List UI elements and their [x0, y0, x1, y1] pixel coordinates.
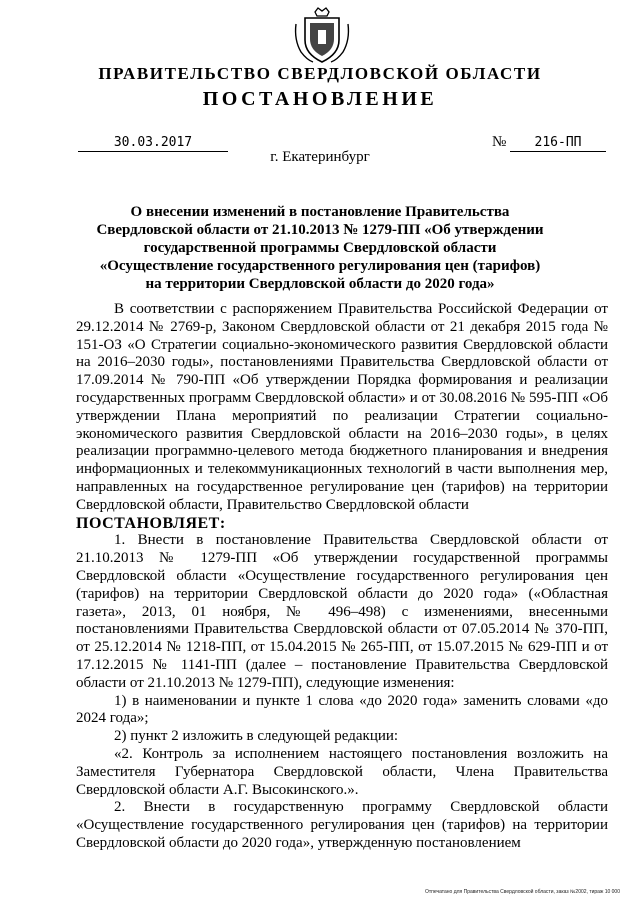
document-title: О внесении изменений в постановление Правительства Свердловской области от 21.10.2013 № 1279-ПП «Об утверждении государственной программы Свердловской области «Осуществление государственного регулирования цен (тарифов) на территории Свердловской области до 2020 года»: [96, 204, 544, 292]
item-1-2-text-paragraph: «2. Контроль за исполнением настоящего постановления возложить на Заместителя Губернатора Свердловской области, Члена Правительства Свердловской области А.Г. Высокинского.».: [76, 745, 608, 798]
document-body: [76, 301, 608, 853]
government-name: ПРАВИТЕЛЬСТВО СВЕРДЛОВСКОЙ ОБЛАСТИ: [98, 64, 542, 83]
document-type: ПОСТАНОВЛЕНИЕ: [202, 88, 438, 110]
number-sign: №: [492, 134, 507, 150]
decree-number: 216-ПП: [510, 135, 606, 152]
item-2-paragraph: 2. Внести в государственную программу Свердловской области «Осуществление государственного регулирования цен (тарифов) на территории Свердловской области до 2020 года», утвержденную постановлением: [76, 799, 608, 851]
preamble-paragraph: В соответствии с распоряжением Правительства Российской Федерации от 29.12.2014 № 2769-р, Законом Свердловской области от 21 декабря 2015 года № 151-ОЗ «О Стратегии социально-экономического развития Свердловской области на 2016–2030 годы», постановлениями Правительства Свердловской области от 17.09.2014 № 790-ПП «Об утверждении Порядка формирования и реализации государственных программ Свердловской области» и от 30.08.2016 № 595-ПП «Об утверждении Плана мероприятий по реализации Стратегии социально-экономического развития Свердловской области на 2016–2030 годы», в целях реализации программно-целевого метода бюджетного планирования и внедрения информационных и телекоммуникационных технологий в части выполнения мер, направленных на государственное регулирование цен (тарифов) на территории Свердловской области, Правительство Свердловской области: [76, 301, 608, 513]
item-1-paragraph: 1. Внести в постановление Правительства Свердловской области от 21.10.2013 № 1279-ПП «Об утверждении государственной программы Свердловской области «Осуществление государственного регулирования цен (тарифов) на территории Свердловской области до 2020 года» («Областная газета», 2013, 01 ноября, № 496–498) с изменениями, внесенными постановлениями Правительства Свердловской области от 07.05.2014 № 370-ПП, от 25.12.2014 № 1218-ПП, от 15.04.2015 № 265-ПП, от 15.07.2015 № 629-ПП и от 17.12.2015 № 1141-ПП (далее – постановление Правительства Свердловской области от 21.10.2013 № 1279-ПП), следующие изменения:: [76, 532, 608, 691]
item-1-1-paragraph: 1) в наименовании и пункте 1 слова «до 2020 года» заменить словами «до 2024 года»;: [76, 692, 608, 727]
city: г. Екатеринбург: [270, 149, 370, 165]
decree-date: 30.03.2017: [78, 135, 228, 152]
print-footer: Отпечатано для Правительства Свердловской области, заказ №2002, тираж 10 000: [424, 889, 620, 895]
item-1-2-paragraph: 2) пункт 2 изложить в следующей редакции:: [114, 728, 399, 745]
coat-of-arms-emblem: [293, 6, 351, 66]
resolves-heading: ПОСТАНОВЛЯЕТ:: [76, 514, 226, 532]
